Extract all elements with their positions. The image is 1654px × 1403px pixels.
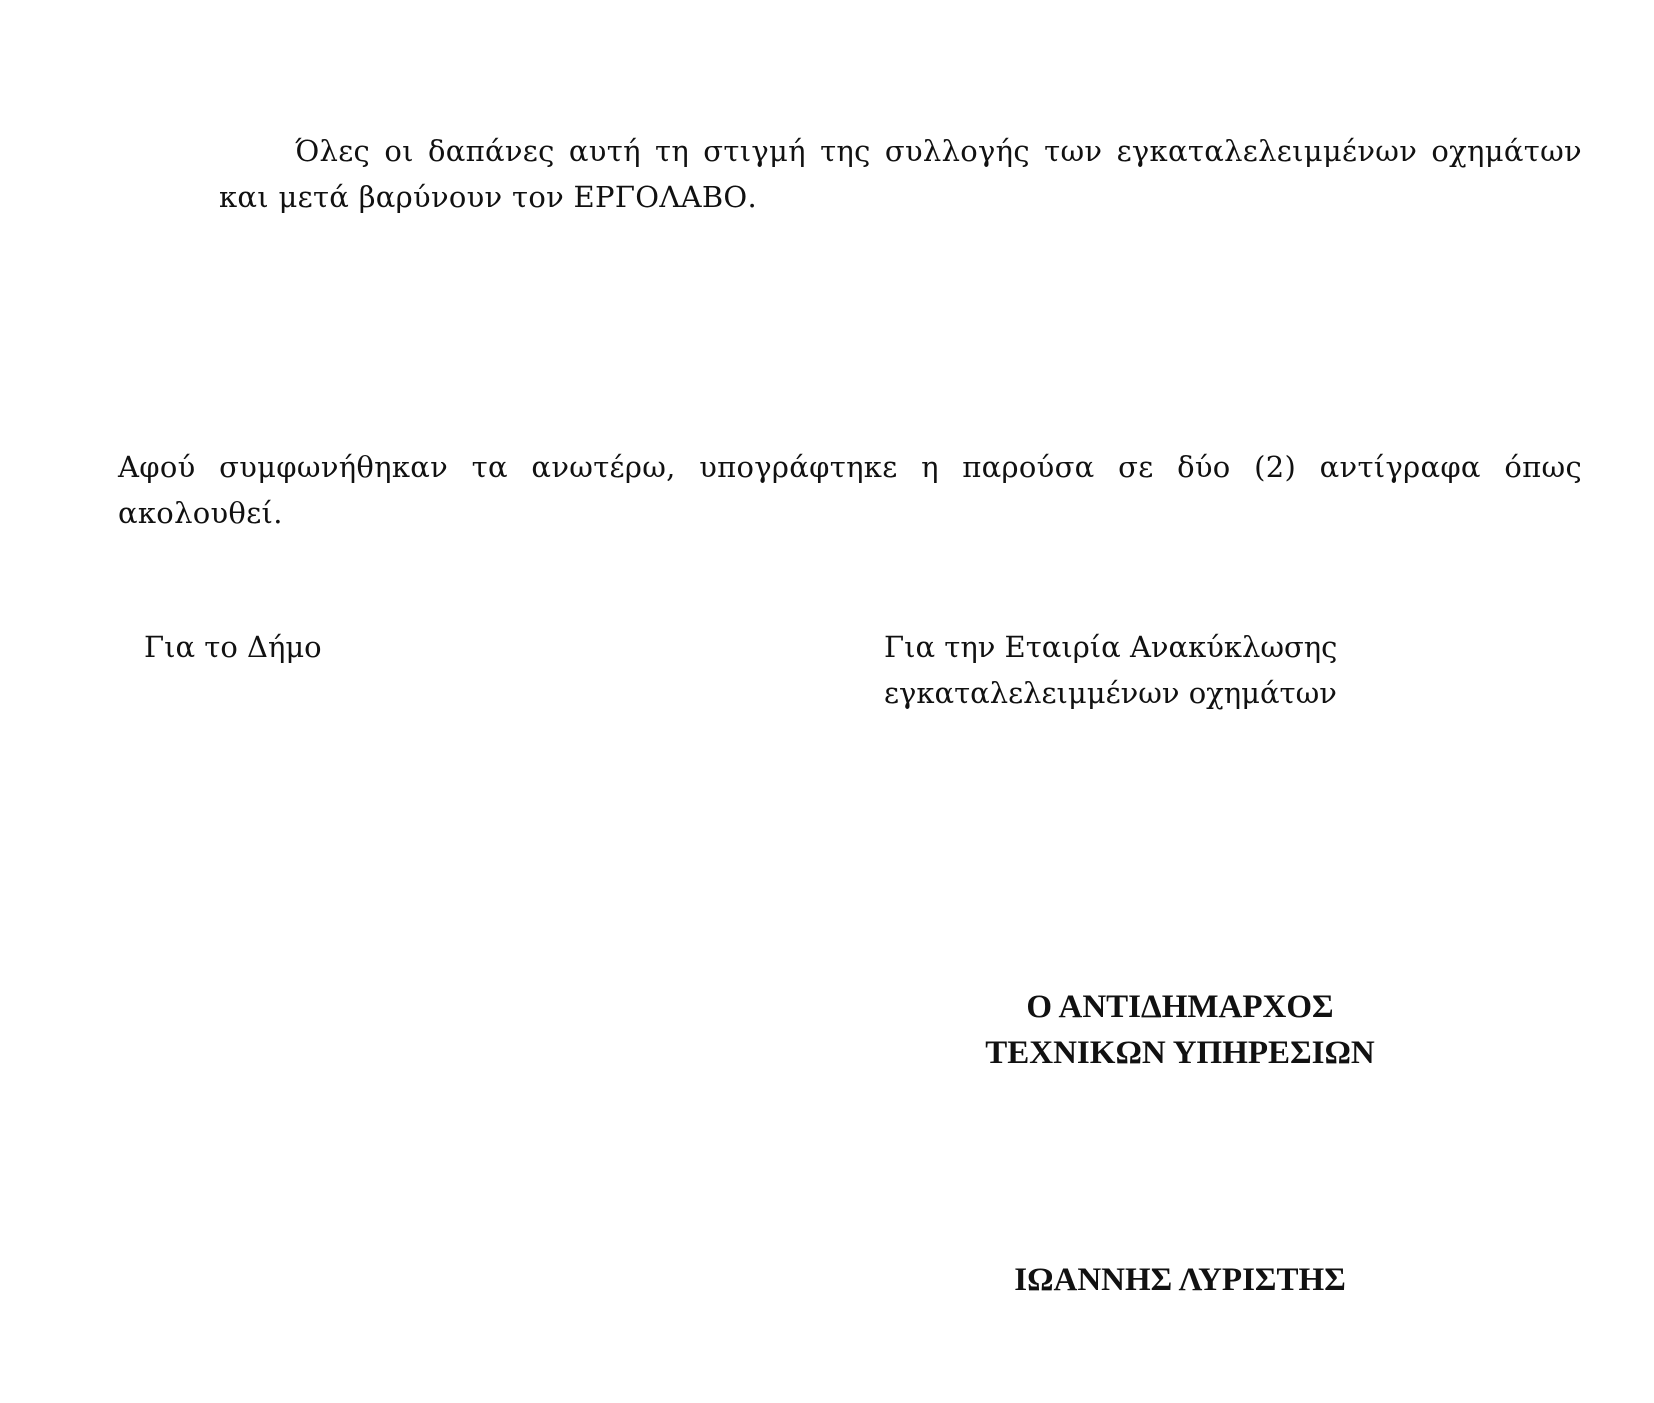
official-title (880, 984, 1480, 1076)
company-signatory-label (884, 624, 1337, 716)
company-signatory-line1: Για την Εταιρία Ανακύκλωσης (884, 630, 1338, 664)
official-title-line2: ΤΕΧΝΙΚΩΝ ΥΠΗΡΕΣΙΩΝ (985, 1035, 1375, 1071)
expenses-paragraph: Όλες οι δαπάνες αυτή τη στιγμή της συλλογής των εγκαταλελειμμένων οχημάτων και μετά βαρύνουν τον ΕΡΓΟΛΑΒΟ. (219, 134, 1582, 214)
official-name: ΙΩΑΝΝΗΣ ΛΥΡΙΣΤΗΣ (1014, 1262, 1346, 1298)
agreement-paragraph: Αφού συμφωνήθηκαν τα ανωτέρω, υπογράφτηκε η παρούσα σε δύο (2) αντίγραφα όπως ακολουθεί. (118, 450, 1582, 530)
municipality-signatory-label: Για το Δήμο (144, 630, 322, 664)
official-title-line1: Ο ΑΝΤΙΔΗΜΑΡΧΟΣ (1026, 989, 1334, 1025)
official-name-block (880, 1257, 1480, 1303)
company-signatory-line2: εγκαταλελειμμένων οχημάτων (884, 676, 1337, 710)
